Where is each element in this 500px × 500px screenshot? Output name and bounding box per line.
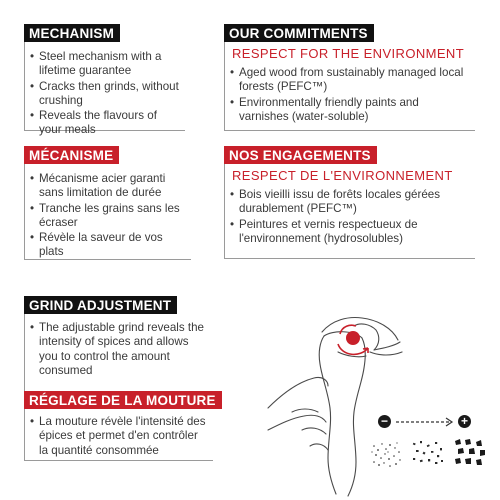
commitments-fr-title: NOS ENGAGEMENTS <box>224 146 377 164</box>
list-item: • Révèle la saveur de vos plats <box>30 231 188 260</box>
mechanism-en-list <box>30 50 180 139</box>
medium-grind-icon <box>410 438 446 468</box>
list-item: • Tranche les grains sans les écraser <box>30 202 188 231</box>
grinder-knob <box>346 331 360 345</box>
list-item: • Aged wood from sustainably managed local forests (PEFC™) <box>230 66 465 95</box>
grind-en-title: GRIND ADJUSTMENT <box>24 296 177 314</box>
commitments-en-subtitle: RESPECT FOR THE ENVIRONMENT <box>232 46 465 61</box>
list-item: • Reveals the flavours of your meals <box>30 109 180 138</box>
mechanism-fr-title: MÉCANISME <box>24 146 119 164</box>
coarse-grind-icon <box>452 436 488 468</box>
minus-icon: − <box>378 415 391 428</box>
grind-fr-list <box>30 415 210 459</box>
list-item: • Peintures et vernis respectueux de l'environnement (hydrosolubles) <box>230 218 462 247</box>
mechanism-en-title: MECHANISM <box>24 24 120 42</box>
grind-fr-title: RÉGLAGE DE LA MOUTURE <box>24 391 222 409</box>
list-item: • The adjustable grind reveals the intensity of spices and allows you to control the amount consumed <box>30 321 208 378</box>
list-item: • Bois vieilli issu de forêts locales gérées durablement (PEFC™) <box>230 188 462 217</box>
mechanism-fr-list <box>30 172 188 261</box>
list-item: • Mécanisme acier garanti sans limitation de durée <box>30 172 188 201</box>
plus-icon: + <box>458 415 471 428</box>
list-item: • Environmentally friendly paints and varnishes (water-soluble) <box>230 96 465 125</box>
list-item: • Cracks then grinds, without crushing <box>30 80 180 109</box>
grinder-hand-illustration <box>262 312 500 500</box>
list-item: • Steel mechanism with a lifetime guarantee <box>30 50 180 79</box>
commitments-fr-subtitle: RESPECT DE L'ENVIRONNEMENT <box>232 168 453 183</box>
grind-scale-arrow-icon <box>394 417 456 427</box>
list-item: • La mouture révèle l'intensité des épices et permet d'en contrôler la quantité consommée <box>30 415 210 458</box>
commitments-en-list <box>230 66 465 125</box>
commitments-en-title: OUR COMMITMENTS <box>224 24 374 42</box>
grind-en-list <box>30 321 208 379</box>
fine-grind-icon <box>370 440 404 468</box>
commitments-fr-list <box>230 188 462 247</box>
